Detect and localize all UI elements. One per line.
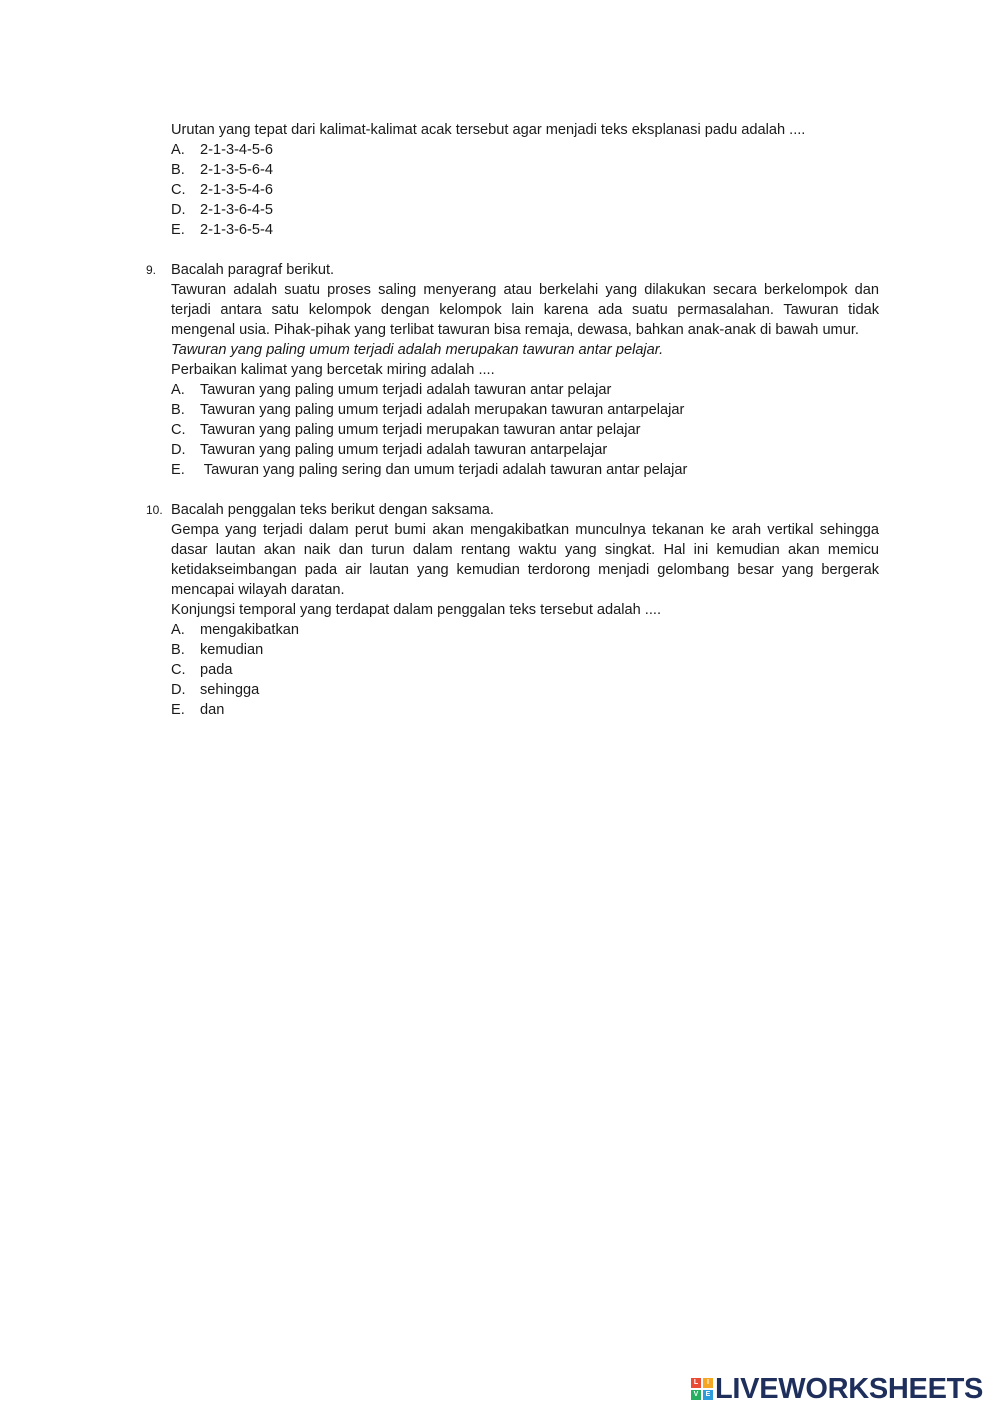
question-10	[171, 500, 879, 720]
option-10-b[interactable]: B. kemudian	[171, 642, 264, 658]
option-10-e[interactable]: E. dan	[171, 702, 225, 718]
option-8-c[interactable]: C. 2-1-3-5-4-6	[171, 182, 273, 198]
liveworksheets-logo-icon: L I V E	[691, 1378, 713, 1400]
option-9-b[interactable]: B. Tawuran yang paling umum terjadi adalah merupakan tawuran antarpelajar	[171, 402, 685, 418]
question-9-options	[171, 380, 879, 480]
liveworksheets-logo	[691, 1374, 983, 1404]
option-10-d[interactable]: D. sehingga	[171, 682, 260, 698]
option-10-c[interactable]: C. pada	[171, 662, 233, 678]
question-8	[171, 120, 879, 240]
option-8-b[interactable]: B. 2-1-3-5-6-4	[171, 162, 273, 178]
option-9-a[interactable]: A. Tawuran yang paling umum terjadi adalah tawuran antar pelajar	[171, 382, 612, 398]
option-9-d[interactable]: D. Tawuran yang paling umum terjadi adalah tawuran antarpelajar	[171, 442, 608, 458]
option-8-d[interactable]: D. 2-1-3-6-4-5	[171, 202, 273, 218]
option-9-c[interactable]: C. Tawuran yang paling umum terjadi merupakan tawuran antar pelajar	[171, 422, 641, 438]
question-9	[171, 260, 879, 480]
question-8-options	[171, 140, 879, 240]
question-10-paragraph: Gempa yang terjadi dalam perut bumi akan mengakibatkan munculnya tekanan ke arah vertikal sehingga dasar lautan akan naik dan turun dalam rentang waktu yang singkat. Hal ini kemudian akan memicu ketidakseimbangan pada air lautan yang kemudian terdorong menjadi gelombang besar yang bergerak mencapai wilayah daratan.	[171, 522, 879, 598]
question-9-italic-sentence: Tawuran yang paling umum terjadi adalah merupakan tawuran antar pelajar.	[171, 342, 664, 358]
option-8-e[interactable]: E. 2-1-3-6-5-4	[171, 222, 273, 238]
question-9-paragraph: Tawuran adalah suatu proses saling menyerang atau berkelahi yang dilakukan secara berkelompok dan terjadi antara satu kelompok dengan kelompok lain karena ada suatu permasalahan. Tawuran tidak mengenal usia. Pihak-pihak yang terlibat tawuran bisa remaja, dewasa, bahkan anak-anak di bawah umur.	[171, 282, 879, 338]
option-9-e[interactable]: E. Tawuran yang paling sering dan umum terjadi adalah tawuran antar pelajar	[171, 462, 688, 478]
option-10-a[interactable]: A. mengakibatkan	[171, 622, 299, 638]
question-10-number: 10.	[146, 503, 163, 517]
question-8-text: Urutan yang tepat dari kalimat-kalimat acak tersebut agar menjadi teks eksplanasi padu adalah ....	[171, 122, 806, 138]
question-10-instruction: Bacalah penggalan teks berikut dengan saksama.	[171, 502, 494, 518]
question-9-instruction: Bacalah paragraf berikut.	[171, 262, 335, 278]
question-10-text: Konjungsi temporal yang terdapat dalam penggalan teks tersebut adalah ....	[171, 602, 662, 618]
liveworksheets-logo-text: LIVEWORKSHEETS	[715, 1373, 984, 1405]
question-9-number: 9.	[146, 263, 157, 277]
option-8-a[interactable]: A. 2-1-3-4-5-6	[171, 142, 273, 158]
question-9-text: Perbaikan kalimat yang bercetak miring adalah ....	[171, 362, 495, 378]
question-10-options	[171, 620, 879, 720]
